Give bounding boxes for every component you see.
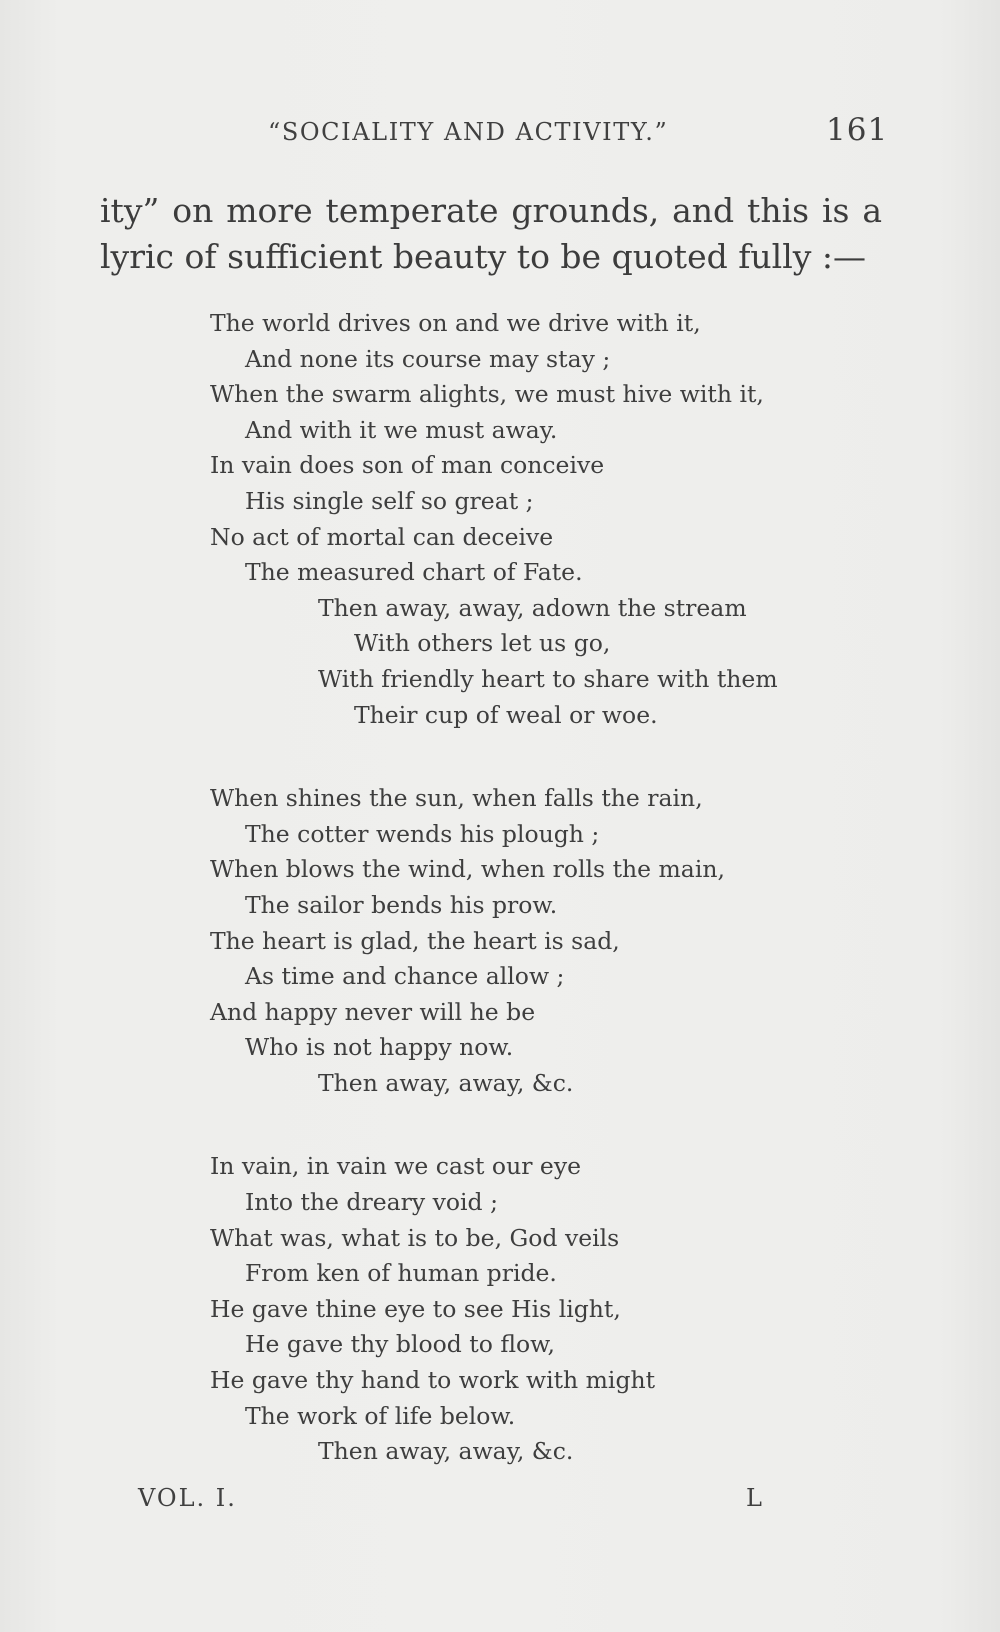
poem-line: His single self so great ;: [245, 486, 534, 515]
stanza-gap: [210, 733, 850, 781]
poem-stanza-2: [210, 781, 850, 1101]
poem-line: As time and chance allow ;: [245, 962, 565, 991]
volume-mark: VOL. I.: [138, 1484, 237, 1512]
poem-refrain-line: With others let us go,: [354, 629, 611, 658]
poem-line: In vain does son of man conceive: [210, 451, 605, 480]
prose-line: lyric of sufficient beauty to be quoted fully :—: [100, 237, 867, 276]
poem-line: The world drives on and we drive with it,: [210, 309, 701, 337]
poem-line: The cotter wends his plough ;: [245, 819, 600, 848]
poem-line: And happy never will he be: [210, 997, 536, 1026]
poem-line: From ken of human pride.: [245, 1259, 557, 1288]
poem-stanza-1: [210, 306, 850, 733]
poem-line: No act of mortal can deceive: [210, 522, 554, 551]
poem-line: He gave thy blood to flow,: [245, 1330, 555, 1359]
page-number: 161: [826, 112, 889, 148]
prose-line: ity” on more temperate grounds, and this is a: [100, 191, 882, 230]
poem-line: When blows the wind, when rolls the main,: [210, 855, 725, 884]
running-title: “SOCIALITY AND ACTIVITY.”: [268, 118, 669, 146]
poem-line: When shines the sun, when falls the rain,: [210, 784, 703, 813]
poem-refrain-line: With friendly heart to share with them: [318, 664, 778, 693]
poem-line: He gave thy hand to work with might: [210, 1366, 656, 1395]
poem-line: The heart is glad, the heart is sad,: [210, 926, 620, 955]
poem-stanza-3: [210, 1149, 850, 1469]
poem-refrain-line: Then away, away, adown the stream: [318, 593, 747, 622]
poem-line: And none its course may stay ;: [245, 344, 611, 373]
poem-refrain-line: Then away, away, &c.: [318, 1068, 574, 1097]
poem-line: Into the dreary void ;: [245, 1188, 498, 1217]
poem: [210, 306, 850, 1470]
poem-line: When the swarm alights, we must hive with it,: [210, 380, 764, 409]
poem-refrain-line: Then away, away, &c.: [318, 1437, 574, 1466]
poem-line: He gave thine eye to see His light,: [210, 1294, 621, 1323]
running-head: [0, 112, 1000, 158]
signature-mark: L: [746, 1484, 762, 1512]
poem-line: The sailor bends his prow.: [245, 890, 558, 919]
poem-line: The work of life below.: [245, 1401, 516, 1430]
poem-line: In vain, in vain we cast our eye: [210, 1152, 582, 1181]
poem-line: The measured chart of Fate.: [245, 558, 583, 587]
poem-refrain-line: Their cup of weal or woe.: [354, 700, 658, 729]
poem-line: And with it we must away.: [245, 415, 558, 444]
prose-paragraph: [100, 188, 882, 280]
poem-line: What was, what is to be, God veils: [210, 1223, 620, 1252]
poem-line: Who is not happy now.: [245, 1033, 514, 1062]
stanza-gap: [210, 1101, 850, 1149]
